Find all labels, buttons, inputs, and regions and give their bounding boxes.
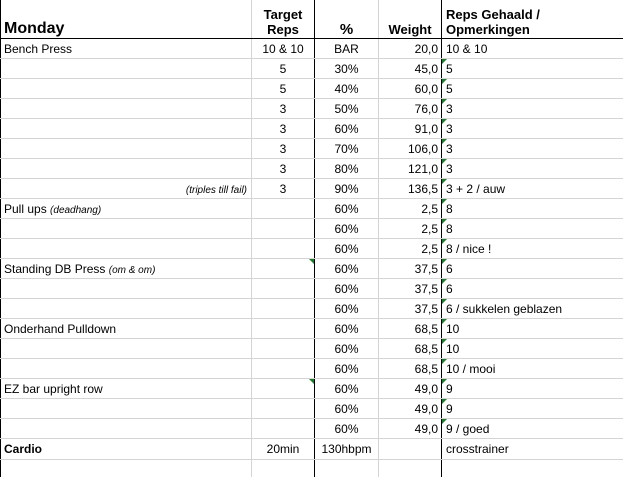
weight-cell[interactable]: 76,0 [379,99,442,119]
target-reps-cell[interactable]: 3 [252,119,315,139]
reps-cell[interactable]: crosstrainer [442,439,623,460]
exercise-name-cell[interactable] [1,199,252,219]
table-row [1,139,623,159]
target-reps-cell[interactable] [252,339,315,359]
target-reps-cell[interactable] [252,379,315,399]
exercise-name-cell[interactable] [1,139,252,159]
reps-cell[interactable]: 8 [442,219,623,239]
exercise-name: EZ bar upright row [4,381,103,396]
header-percent[interactable]: % [315,0,379,39]
comment-marker-icon [309,379,314,384]
comment-marker-icon [442,279,447,284]
table-row [1,279,623,299]
table-row [1,39,623,59]
percent-cell[interactable]: 70% [315,139,379,159]
exercise-name-cell[interactable] [1,319,252,339]
reps-cell[interactable]: 10 / mooi [442,359,623,379]
table-row [1,199,623,219]
reps-cell[interactable]: 3 [442,119,623,139]
target-reps-cell[interactable] [252,199,315,219]
table-row [1,219,623,239]
header-weight[interactable]: Weight [379,0,442,39]
target-reps-cell[interactable] [252,359,315,379]
percent-cell[interactable]: 30% [315,59,379,79]
percent-cell[interactable]: 60% [315,399,379,419]
table-row [1,319,623,339]
reps-cell[interactable]: 6 [442,259,623,279]
comment-marker-icon [442,99,447,104]
exercise-name: Pull ups [4,201,47,216]
exercise-name-cell[interactable] [1,259,252,279]
exercise-name-cell[interactable] [1,79,252,99]
exercise-name: Cardio [4,442,43,456]
percent-cell[interactable]: 60% [315,239,379,259]
empty-cell[interactable] [315,460,379,477]
percent-cell[interactable]: 60% [315,219,379,239]
table-row [1,179,623,199]
comment-marker-icon [442,199,447,204]
reps-cell[interactable]: 3 [442,99,623,119]
table-row [1,239,623,259]
table-row [1,419,623,439]
table-row [1,159,623,179]
reps-cell[interactable]: 3 [442,159,623,179]
header-reps-remarks[interactable]: Reps Gehaald / Opmerkingen [442,0,623,39]
reps-cell[interactable]: 10 [442,319,623,339]
weight-cell[interactable]: 49,0 [379,379,442,399]
empty-cell[interactable] [1,460,252,477]
target-reps-cell[interactable] [252,319,315,339]
target-reps-cell[interactable] [252,239,315,259]
reps-cell[interactable]: 5 [442,59,623,79]
table-row [1,379,623,399]
reps-cell[interactable]: 10 & 10 [442,39,623,59]
table-row [1,339,623,359]
reps-cell[interactable]: 8 / nice ! [442,239,623,259]
comment-marker-icon [442,259,447,264]
exercise-name-cell[interactable] [1,239,252,259]
empty-cell[interactable] [379,460,442,477]
reps-cell[interactable]: 10 [442,339,623,359]
reps-cell[interactable]: 8 [442,199,623,219]
target-reps-cell[interactable]: 5 [252,59,315,79]
weight-cell[interactable]: 20,0 [379,39,442,59]
target-reps-cell[interactable] [252,219,315,239]
table-row [1,119,623,139]
weight-cell[interactable]: 106,0 [379,139,442,159]
percent-cell[interactable]: 130hbpm [315,439,379,460]
weight-cell[interactable]: 68,5 [379,359,442,379]
reps-cell[interactable]: 3 [442,139,623,159]
table-row [1,79,623,99]
target-reps-cell[interactable]: 3 [252,179,315,199]
exercise-name-cell[interactable] [1,59,252,79]
target-reps-cell[interactable]: 20min [252,439,315,460]
exercise-name-cell[interactable] [1,219,252,239]
exercise-name-cell[interactable] [1,99,252,119]
table-row [1,299,623,319]
percent-cell[interactable]: 60% [315,279,379,299]
comment-marker-icon [442,299,447,304]
target-reps-cell[interactable] [252,279,315,299]
weight-cell[interactable]: 91,0 [379,119,442,139]
percent-cell[interactable]: 60% [315,299,379,319]
comment-marker-icon [442,239,447,244]
target-reps-cell[interactable]: 10 & 10 [252,39,315,59]
day-title[interactable]: Monday [1,0,252,39]
target-reps-cell[interactable] [252,419,315,439]
weight-cell[interactable]: 68,5 [379,339,442,359]
weight-cell[interactable]: 60,0 [379,79,442,99]
target-reps-cell[interactable] [252,399,315,419]
comment-marker-icon [442,419,447,424]
percent-cell[interactable]: 60% [315,119,379,139]
percent-cell[interactable]: 40% [315,79,379,99]
weight-cell[interactable] [379,439,442,460]
exercise-note: (triples till fail) [185,184,247,196]
weight-cell[interactable]: 2,5 [379,239,442,259]
reps-cell[interactable]: 3 + 2 / auw [442,179,623,199]
table-row [1,439,623,460]
percent-cell[interactable]: 80% [315,159,379,179]
exercise-name-cell[interactable] [1,39,252,59]
header-target-reps[interactable]: Target Reps [252,0,315,39]
weight-cell[interactable]: 68,5 [379,319,442,339]
comment-marker-icon [442,339,447,344]
weight-cell[interactable]: 2,5 [379,219,442,239]
exercise-name: Standing DB Press [4,261,106,276]
percent-cell[interactable]: 90% [315,179,379,199]
percent-cell[interactable]: 60% [315,259,379,279]
percent-cell[interactable]: 60% [315,419,379,439]
target-reps-cell[interactable] [252,299,315,319]
reps-cell[interactable]: 9 [442,379,623,399]
percent-cell[interactable]: 60% [315,379,379,399]
table-row [1,460,623,477]
exercise-name-cell[interactable] [1,359,252,379]
comment-marker-icon [442,79,447,84]
exercise-name-cell[interactable] [1,179,252,199]
weight-cell[interactable]: 45,0 [379,59,442,79]
empty-cell[interactable] [252,460,315,477]
exercise-name-cell[interactable] [1,159,252,179]
reps-cell[interactable]: 9 / goed [442,419,623,439]
weight-cell[interactable]: 136,5 [379,179,442,199]
weight-cell[interactable]: 37,5 [379,259,442,279]
table-row [1,399,623,419]
table-row [1,359,623,379]
comment-marker-icon [442,319,447,324]
comment-marker-icon [309,259,314,264]
weight-cell[interactable]: 37,5 [379,279,442,299]
header-row [1,0,623,39]
comment-marker-icon [442,139,447,144]
exercise-note: (om & om) [108,264,156,276]
weight-cell[interactable]: 49,0 [379,419,442,439]
percent-cell[interactable]: 50% [315,99,379,119]
exercise-name-cell[interactable] [1,119,252,139]
comment-marker-icon [442,399,447,404]
weight-cell[interactable]: 49,0 [379,399,442,419]
comment-marker-icon [442,179,447,184]
percent-cell[interactable]: 60% [315,319,379,339]
table-row [1,59,623,79]
exercise-name-cell[interactable] [1,419,252,439]
percent-cell[interactable]: 60% [315,339,379,359]
reps-cell[interactable]: 6 [442,279,623,299]
exercise-name-cell[interactable] [1,339,252,359]
percent-cell[interactable]: 60% [315,359,379,379]
exercise-name-cell[interactable] [1,299,252,319]
empty-cell[interactable] [442,460,623,477]
comment-marker-icon [442,119,447,124]
exercise-name: Onderhand Pulldown [4,321,117,336]
exercise-name: Bench Press [4,41,73,56]
target-reps-cell[interactable]: 3 [252,139,315,159]
comment-marker-icon [442,379,447,384]
exercise-name-cell[interactable] [1,379,252,399]
weight-cell[interactable]: 121,0 [379,159,442,179]
weight-cell[interactable]: 2,5 [379,199,442,219]
weight-cell[interactable]: 37,5 [379,299,442,319]
comment-marker-icon [442,159,447,164]
exercise-name-cell[interactable] [1,279,252,299]
target-reps-cell[interactable]: 5 [252,79,315,99]
comment-marker-icon [442,59,447,64]
comment-marker-icon [442,219,447,224]
table-row [1,99,623,119]
target-reps-cell[interactable]: 3 [252,99,315,119]
exercise-name-cell[interactable] [1,439,252,460]
target-reps-cell[interactable] [252,259,315,279]
exercise-name-cell[interactable] [1,399,252,419]
comment-marker-icon [442,359,447,364]
percent-cell[interactable]: 60% [315,199,379,219]
reps-cell[interactable]: 6 / sukkelen geblazen [442,299,623,319]
reps-cell[interactable]: 5 [442,79,623,99]
table-row [1,259,623,279]
percent-cell[interactable]: BAR [315,39,379,59]
reps-cell[interactable]: 9 [442,399,623,419]
exercise-note: (deadhang) [50,204,102,216]
target-reps-cell[interactable]: 3 [252,159,315,179]
